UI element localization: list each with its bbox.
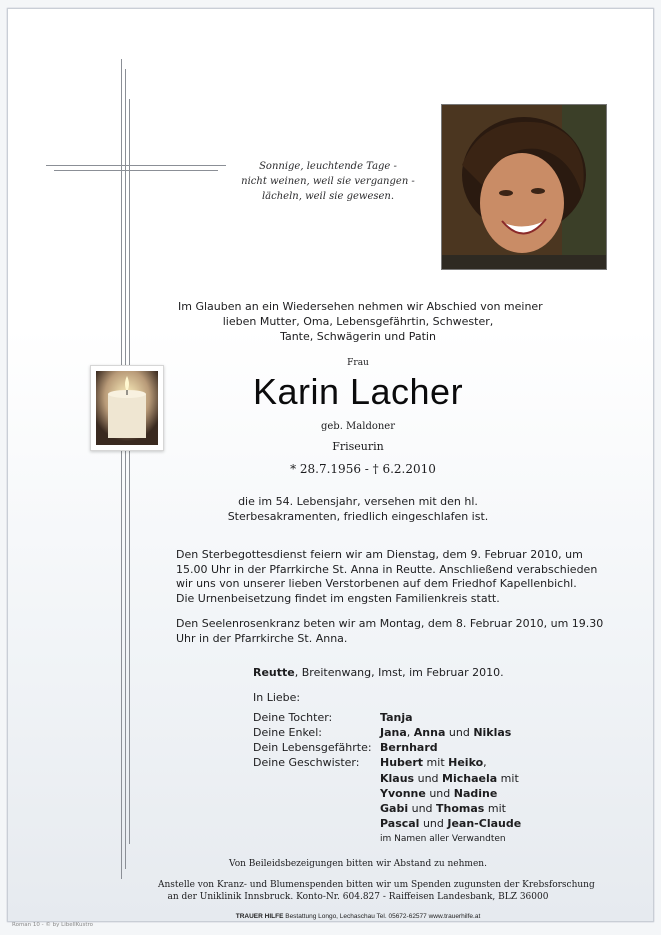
- birth-name: geb. Maldoner: [320, 421, 396, 432]
- footer-brand: TRAUER HILFE: [235, 913, 284, 920]
- intro-text: [178, 299, 543, 344]
- separator: mit: [484, 802, 506, 815]
- grandchild-name: Niklas: [473, 726, 512, 739]
- separator: und: [445, 726, 474, 739]
- separator: ,: [406, 726, 414, 739]
- donation-line: Anstelle von Kranz- und Blumenspenden bitten wir um Spenden zugunsten der Krebsforschung: [158, 880, 595, 890]
- siblings-line: [380, 802, 506, 815]
- death-note-line: die im 54. Lebensjahr, versehen mit den hl.: [238, 495, 478, 508]
- sibling-name: Michaela: [442, 772, 498, 785]
- obituary-page: [7, 8, 654, 922]
- rosary-line: Den Seelenrosenkranz beten wir am Montag, dem 8. Februar 2010, um 19.30: [176, 617, 604, 630]
- sibling-name: Nadine: [453, 787, 498, 800]
- rosary-line: Uhr in der Pfarrkirche St. Anna.: [176, 631, 348, 645]
- funeral-service-paragraph: [176, 548, 596, 606]
- separator: ,: [483, 756, 487, 769]
- place-and-date: [253, 666, 504, 679]
- intro-line: lieben Mutter, Oma, Lebensgefährtin, Schwester,: [222, 315, 494, 328]
- sibling-name: Hubert: [380, 756, 424, 769]
- quote-line: lächeln, weil sie gewesen.: [261, 191, 395, 202]
- siblings-line: [380, 817, 521, 830]
- memorial-quote: [233, 159, 423, 204]
- service-line: wir uns von unserer lieben Verstorbenen auf dem Friedhof Kapellenbichl.: [176, 577, 577, 590]
- salutation: Frau: [347, 358, 369, 368]
- siblings-label: Deine Geschwister:: [253, 756, 360, 769]
- death-note: [198, 494, 518, 524]
- rosary-paragraph: [176, 617, 604, 646]
- daughter-name: Tanja: [380, 711, 413, 724]
- sibling-name: Jean-Claude: [447, 817, 522, 830]
- service-line: Die Urnenbeisetzung findet im engsten Familienkreis statt.: [176, 591, 500, 605]
- sibling-name: Gabi: [380, 802, 409, 815]
- portrait-photo: [441, 104, 607, 270]
- separator: und: [414, 772, 443, 785]
- siblings-line: [380, 772, 519, 785]
- intro-line: Tante, Schwägerin und Patin: [280, 330, 436, 343]
- sibling-name: Klaus: [380, 772, 415, 785]
- death-note-line: Sterbesakramenten, friedlich eingeschlafen ist.: [227, 510, 489, 523]
- sibling-name: Heiko: [448, 756, 484, 769]
- partner-name: Bernhard: [380, 741, 438, 754]
- service-line: 15.00 Uhr in der Pfarrkirche St. Anna in Reutte. Anschließend verabschieden: [176, 562, 598, 576]
- footer-details: Bestattung Longo, Lechaschau Tel. 05672-62577 www.trauerhilfe.at: [283, 913, 481, 920]
- intro-line: Im Glauben an ein Wiedersehen nehmen wir Abschied von meiner: [178, 300, 543, 313]
- all-relatives-note: im Namen aller Verwandten: [380, 834, 506, 844]
- grandchild-name: Jana: [380, 726, 407, 739]
- siblings-line: [380, 756, 487, 769]
- sibling-name: Thomas: [436, 802, 485, 815]
- deceased-name: Karin Lacher: [252, 371, 464, 412]
- grandchildren-label: Deine Enkel:: [253, 726, 322, 739]
- separator: und: [425, 787, 454, 800]
- daughter-label: Deine Tochter:: [253, 711, 333, 724]
- separator: mit: [423, 756, 449, 769]
- grandchild-name: Anna: [413, 726, 446, 739]
- quote-line: Sonnige, leuchtende Tage -: [259, 161, 397, 172]
- donation-note: [158, 879, 595, 903]
- donation-line: an der Uniklinik Innsbruck. Konto-Nr. 604.827 - Raiffeisen Landesbank, BLZ 36000: [167, 892, 549, 902]
- partner-label: Dein Lebensgefährte:: [253, 741, 372, 754]
- sibling-name: Pascal: [380, 817, 420, 830]
- separator: und: [419, 817, 448, 830]
- place-town: Reutte: [253, 666, 295, 679]
- partner-value: [380, 741, 438, 754]
- grandchildren-value: [380, 726, 511, 739]
- funeral-home-footer: [178, 913, 538, 920]
- sibling-name: Yvonne: [380, 787, 426, 800]
- quote-line: nicht weinen, weil sie vergangen -: [241, 176, 415, 187]
- siblings-line: [380, 787, 497, 800]
- in-love-label: In Liebe:: [253, 691, 301, 704]
- place-rest: , Breitenwang, Imst, im Februar 2010.: [294, 666, 504, 679]
- corner-credit: Roman 10 - © by LibellKustro: [12, 922, 93, 928]
- candle-image: [90, 365, 164, 451]
- condolence-request: Von Beileidsbezeigungen bitten wir Abstand zu nehmen.: [229, 859, 487, 869]
- separator: mit: [497, 772, 519, 785]
- separator: und: [408, 802, 437, 815]
- profession: Friseurin: [332, 440, 384, 453]
- life-dates: * 28.7.1956 - † 6.2.2010: [290, 462, 436, 476]
- daughter-value: [380, 711, 413, 724]
- service-line: Den Sterbegottesdienst feiern wir am Dienstag, dem 9. Februar 2010, um: [176, 548, 583, 561]
